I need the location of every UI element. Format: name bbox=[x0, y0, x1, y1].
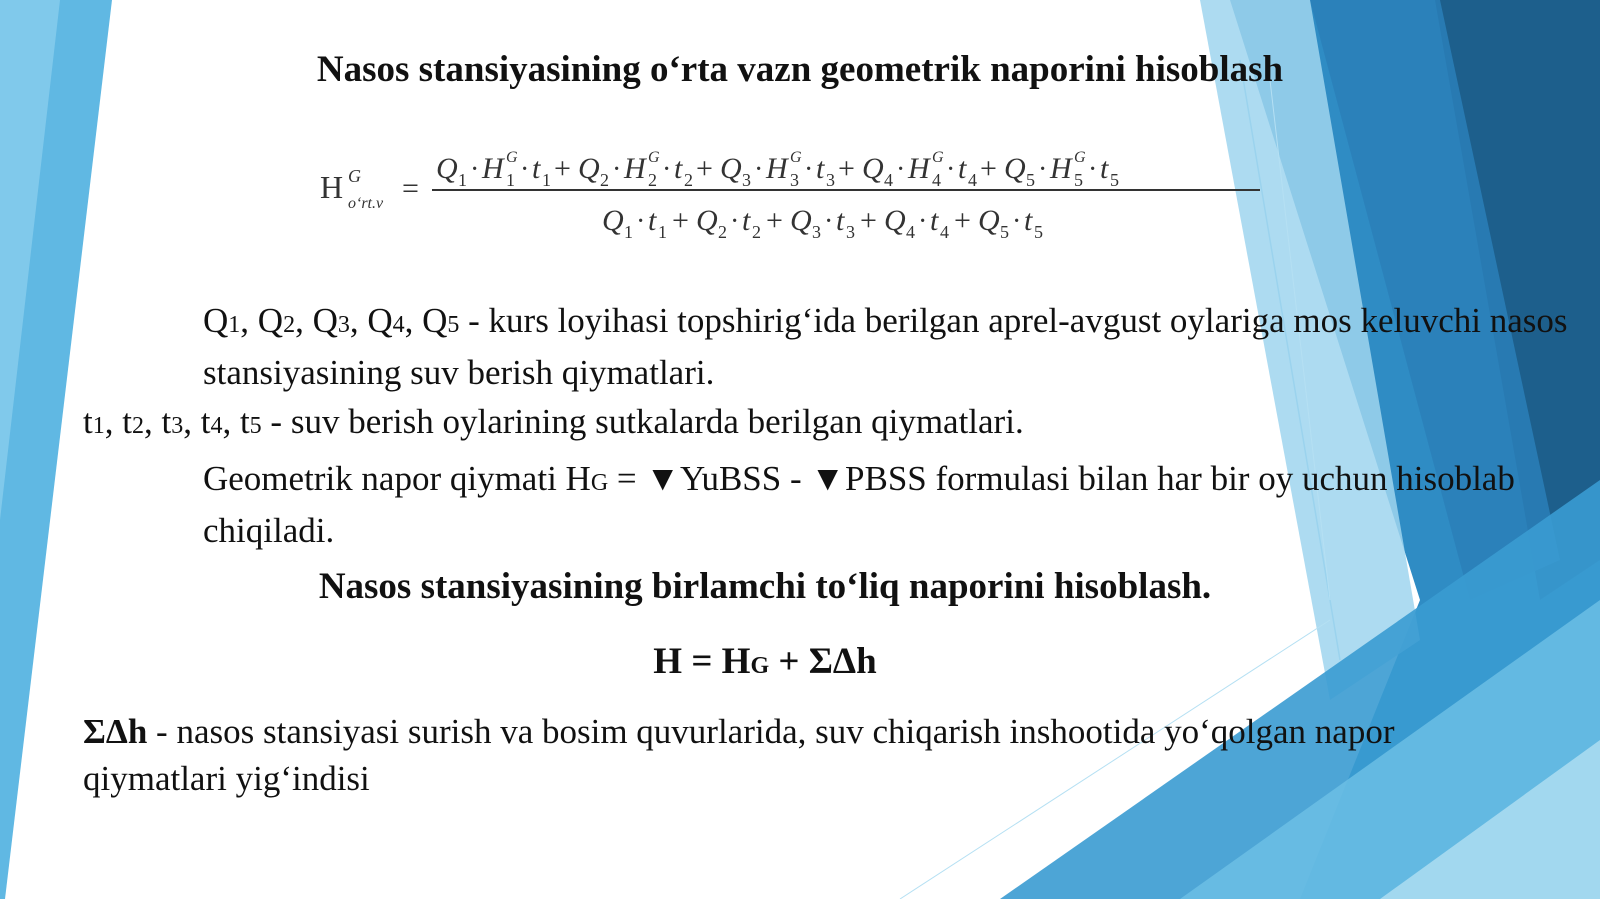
formula-num-t: t bbox=[674, 152, 683, 185]
t-variables bbox=[83, 402, 262, 441]
q-var-sub-3: 3 bbox=[337, 312, 350, 338]
formula-den-dot: · bbox=[1012, 206, 1022, 237]
formula-num-t: t bbox=[816, 152, 825, 185]
formula-lhs-sub: oʻrt.v bbox=[348, 195, 384, 212]
formula-num-q: Q bbox=[720, 152, 742, 185]
formula-den-plus: + bbox=[766, 204, 783, 237]
q-var-sub-1: 1 bbox=[228, 312, 241, 338]
formula-den-plus: + bbox=[672, 204, 689, 237]
t-var-2: t bbox=[122, 402, 132, 441]
formula-num-dot: · bbox=[662, 154, 672, 185]
formula-num-plus: + bbox=[696, 152, 713, 185]
formula-num-t-index: 2 bbox=[684, 170, 693, 190]
formula-num-dot: · bbox=[754, 154, 764, 185]
formula-num-q: Q bbox=[578, 152, 600, 185]
formula-num-plus: + bbox=[838, 152, 855, 185]
formula-num-h-sup: G bbox=[648, 149, 660, 166]
formula-den-dot: · bbox=[918, 206, 928, 237]
total-head-formula bbox=[0, 640, 1530, 683]
formula-den-t: t bbox=[742, 204, 751, 237]
t-var-1: t bbox=[83, 402, 93, 441]
formula-num-dot: · bbox=[612, 154, 622, 185]
geometric-head-rest: = ▼YuBSS - ▼PBSS formulasi bilan har bir oy uchun hisoblab chiqiladi. bbox=[203, 459, 1515, 550]
q-var-1: Q bbox=[203, 301, 229, 340]
formula-den-dot: · bbox=[824, 206, 834, 237]
formula-num-q-index: 1 bbox=[458, 170, 467, 190]
q-var-2: Q bbox=[257, 301, 284, 340]
formula-den-t-index: 1 bbox=[658, 222, 667, 242]
formula-den-q: Q bbox=[884, 204, 906, 237]
formula-den-t: t bbox=[648, 204, 657, 237]
t-var-sub-3: 3 bbox=[171, 413, 184, 439]
total-head-subscript: G bbox=[750, 653, 770, 679]
formula-num-h: H bbox=[766, 152, 788, 185]
formula-num-t-index: 4 bbox=[968, 170, 977, 190]
q-var-4: Q bbox=[367, 301, 393, 340]
geometric-head-lead: Geometrik napor qiymati H bbox=[203, 459, 591, 498]
formula-num-h-index: 4 bbox=[932, 170, 941, 190]
formula-den-q: Q bbox=[602, 204, 624, 237]
t-var-5: t bbox=[239, 402, 250, 441]
weighted-head-formula bbox=[320, 140, 1300, 250]
formula-den-q-index: 1 bbox=[624, 222, 633, 242]
t-var-sub-1: 1 bbox=[92, 413, 105, 439]
formula-num-q-index: 5 bbox=[1026, 170, 1035, 190]
formula-den-q: Q bbox=[790, 204, 812, 237]
formula-den-t-index: 3 bbox=[846, 222, 855, 242]
formula-num-h: H bbox=[1050, 152, 1072, 185]
q-var-sub-2: 2 bbox=[283, 312, 296, 338]
formula-den-plus: + bbox=[860, 204, 877, 237]
formula-num-dot: · bbox=[804, 154, 814, 185]
formula-den-q-index: 3 bbox=[812, 222, 821, 242]
q-var-5: Q bbox=[422, 301, 448, 340]
formula-num-h: H bbox=[908, 152, 930, 185]
t-var-3: t bbox=[161, 402, 172, 441]
q-var-3: Q bbox=[312, 301, 338, 340]
formula-num-t: t bbox=[1100, 152, 1109, 185]
formula-num-h-index: 5 bbox=[1074, 170, 1083, 190]
formula-num-t: t bbox=[958, 152, 967, 185]
formula-num-t-index: 3 bbox=[826, 170, 835, 190]
formula-den-q: Q bbox=[696, 204, 718, 237]
formula-den-dot: · bbox=[730, 206, 740, 237]
formula-num-h-index: 3 bbox=[790, 170, 799, 190]
formula-num-dot: · bbox=[470, 154, 480, 185]
q-variables bbox=[203, 301, 459, 340]
formula-num-dot: · bbox=[520, 154, 530, 185]
q-var-sub-5: 5 bbox=[447, 312, 460, 338]
formula-den-t: t bbox=[836, 204, 845, 237]
formula-den-t: t bbox=[1024, 204, 1033, 237]
formula-den-t: t bbox=[930, 204, 939, 237]
losses-paragraph bbox=[83, 708, 1463, 802]
formula-num-plus: + bbox=[980, 152, 997, 185]
losses-text: - nasos stansiyasi surish va bosim quvurlarida, suv chiqarish inshootida yoʻqolgan napor qiymatlari yigʻindisi bbox=[83, 712, 1395, 798]
formula-equals: = bbox=[402, 172, 419, 205]
q-definition-paragraph bbox=[83, 297, 1583, 396]
q-var-sub-4: 4 bbox=[392, 312, 405, 338]
formula-num-dot: · bbox=[946, 154, 956, 185]
t-var-sep: , bbox=[183, 402, 201, 441]
formula-num-h: H bbox=[624, 152, 646, 185]
q-var-sep: , bbox=[295, 301, 313, 340]
total-head-lead: H = H bbox=[653, 641, 751, 682]
q-var-sep: , bbox=[404, 301, 423, 340]
formula-num-q-index: 2 bbox=[600, 170, 609, 190]
formula-num-h-sup: G bbox=[1074, 149, 1086, 166]
formula-num-h: H bbox=[482, 152, 504, 185]
formula-num-h-index: 2 bbox=[648, 170, 657, 190]
formula-num-q-index: 3 bbox=[742, 170, 751, 190]
formula-num-h-sup: G bbox=[932, 149, 944, 166]
formula-num-dot: · bbox=[896, 154, 906, 185]
formula-num-q-index: 4 bbox=[884, 170, 893, 190]
formula-den-t-index: 5 bbox=[1034, 222, 1043, 242]
t-var-sep: , bbox=[143, 402, 162, 441]
formula-num-q: Q bbox=[436, 152, 458, 185]
t-var-sub-4: 4 bbox=[210, 413, 223, 439]
formula-num-t-index: 5 bbox=[1110, 170, 1119, 190]
formula-num-t: t bbox=[532, 152, 541, 185]
q-definition-text: - kurs loyihasi topshirigʻida berilgan aprel-avgust oylariga mos keluvchi nasos stansiyasining suv berish qiymatlari. bbox=[203, 301, 1568, 392]
geometric-head-paragraph bbox=[83, 455, 1583, 554]
formula-den-t-index: 2 bbox=[752, 222, 761, 242]
losses-symbol: ΣΔh bbox=[83, 712, 148, 751]
t-var-sep: , bbox=[104, 402, 123, 441]
formula-den-dot: · bbox=[636, 206, 646, 237]
formula-lhs-base: H bbox=[320, 169, 344, 205]
q-var-sep: , bbox=[349, 301, 368, 340]
geometric-head-subscript: G bbox=[590, 470, 609, 496]
formula-num-dot: · bbox=[1088, 154, 1098, 185]
formula-den-q: Q bbox=[978, 204, 1000, 237]
formula-num-h-sup: G bbox=[506, 149, 518, 166]
formula-den-q-index: 4 bbox=[906, 222, 915, 242]
slide-title: Nasos stansiyasining oʻrta vazn geometrik naporini hisoblash bbox=[316, 49, 1284, 90]
formula-num-q: Q bbox=[862, 152, 884, 185]
formula-den-t-index: 4 bbox=[940, 222, 949, 242]
q-var-sep: , bbox=[240, 301, 258, 340]
formula-num-plus: + bbox=[554, 152, 571, 185]
formula-den-q-index: 2 bbox=[718, 222, 727, 242]
section-subtitle: Nasos stansiyasining birlamchi toʻliq naporini hisoblash. bbox=[318, 566, 1212, 607]
formula-lhs-sup: G bbox=[348, 166, 361, 186]
total-head-rest: + ΣΔh bbox=[769, 641, 877, 682]
formula-num-q: Q bbox=[1004, 152, 1026, 185]
formula-num-t-index: 1 bbox=[542, 170, 551, 190]
formula-num-dot: · bbox=[1038, 154, 1048, 185]
t-var-4: t bbox=[200, 402, 211, 441]
formula-den-q-index: 5 bbox=[1000, 222, 1009, 242]
formula-num-h-index: 1 bbox=[506, 170, 515, 190]
t-definition-text: - suv berish oylarining sutkalarda berilgan qiymatlari. bbox=[261, 402, 1024, 441]
t-definition-paragraph bbox=[83, 398, 1463, 450]
formula-num-h-sup: G bbox=[790, 149, 802, 166]
t-var-sub-2: 2 bbox=[131, 413, 144, 439]
t-var-sub-5: 5 bbox=[249, 413, 262, 439]
formula-den-plus: + bbox=[954, 204, 971, 237]
t-var-sep: , bbox=[222, 402, 240, 441]
